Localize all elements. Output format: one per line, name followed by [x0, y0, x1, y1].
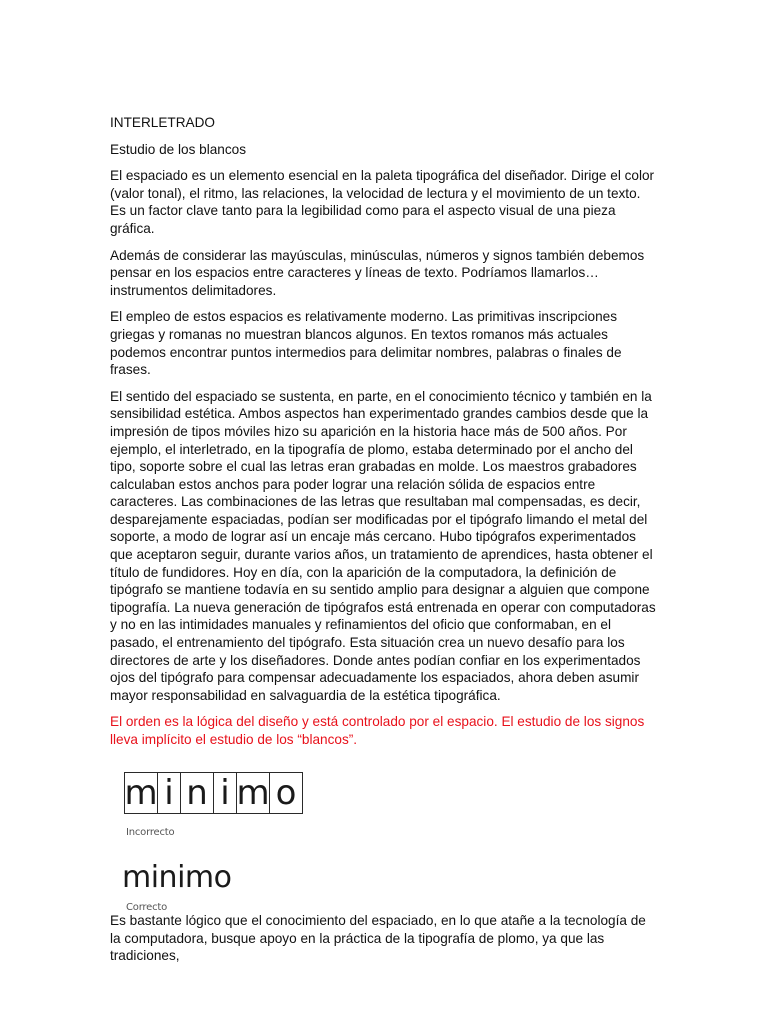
letter-box: i	[157, 772, 181, 814]
correct-caption: Correcto	[126, 901, 168, 913]
letter-box: i	[213, 772, 237, 814]
letter-box: n	[180, 772, 214, 814]
document-title: INTERLETRADO	[110, 115, 215, 130]
incorrect-caption: Incorrecto	[126, 826, 175, 838]
highlight-paragraph: El orden es la lógica del diseño y está controlado por el espacio. El estudio de los signos lleva implícito el estudio de los “blancos”.	[110, 714, 645, 747]
incorrect-spacing-example	[124, 772, 303, 814]
correct-spacing-example: minimo	[122, 859, 232, 895]
letter-box: o	[269, 772, 303, 814]
paragraph-1: El espaciado es un elemento esencial en la paleta tipográfica del diseñador. Dirige el color (valor tonal), el ritmo, las relaciones, la velocidad de lectura y el movimiento de un texto. Es un factor clave tanto para la legibilidad como para el aspecto visual de una pieza gráfica.	[110, 168, 655, 236]
closing-paragraph: Es bastante lógico que el conocimiento del espaciado, en lo que atañe a la tecnología de la computadora, busque apoyo en la práctica de la tipografía de plomo, ya que las tradiciones,	[110, 913, 646, 964]
letter-box: m	[124, 772, 158, 813]
letter-box: m	[236, 772, 270, 813]
paragraph-3: El empleo de estos espacios es relativamente moderno. Las primitivas inscripciones griegas y romanas no muestran blancos algunos. En textos romanos más actuales podemos encontrar puntos intermedios para delimitar nombres, palabras o finales de frases.	[110, 309, 622, 378]
paragraph-2: Además de considerar las mayúsculas, minúsculas, números y signos también debemos pensar en los espacios entre caracteres y líneas de texto. Podríamos llamarlos… instrumentos delimitadores.	[110, 247, 645, 298]
document-body	[110, 114, 658, 963]
document-subtitle: Estudio de los blancos	[110, 141, 247, 157]
paragraph-4: El sentido del espaciado se sustenta, en parte, en el conocimiento técnico y también en la sensibilidad estética. Ambos aspectos han experimentado grandes cambios desde que la impresión de tipos móviles hizo su aparición en la historia hace más de 500 años. Por ejemplo, el interletrado, en la tipografía de plomo, estaba determinado por el ancho del tipo, soporte sobre el cual las letras eran grabadas en molde. Los maestros grabadores calculaban estos anchos para poder lograr una relación sólida de espacios entre caracteres. Las combinaciones de las letras que resultaban mal compensadas, es decir, desparejamente espaciadas, podían ser modificadas por el tipógrafo limando el metal del soporte, a modo de lograr así un encaje más cercano. Hubo tipógrafos experimentados que aceptaron seguir, durante varios años, un tratamiento de aprendices, hasta obtener el título de fundidores. Hoy en día, con la aparición de la computadora, la definición de tipógrafo se mantiene todavía en su sentido amplio para designar a alguien que compone tipografía. La nueva generación de tipógrafos está entrenada en operar con computadoras y no en las intimidades manuales y refinamientos del oficio que conformaban, en el pasado, el entrenamiento del tipógrafo. Esta situación crea un nuevo desafío para los directores de arte y los diseñadores. Donde antes podían confiar en los experimentados ojos del tipógrafo para compensar adecuadamente los espaciados, ahora deben asumir mayor responsabilidad en salvaguardia de la estética tipográfica.	[110, 388, 656, 703]
